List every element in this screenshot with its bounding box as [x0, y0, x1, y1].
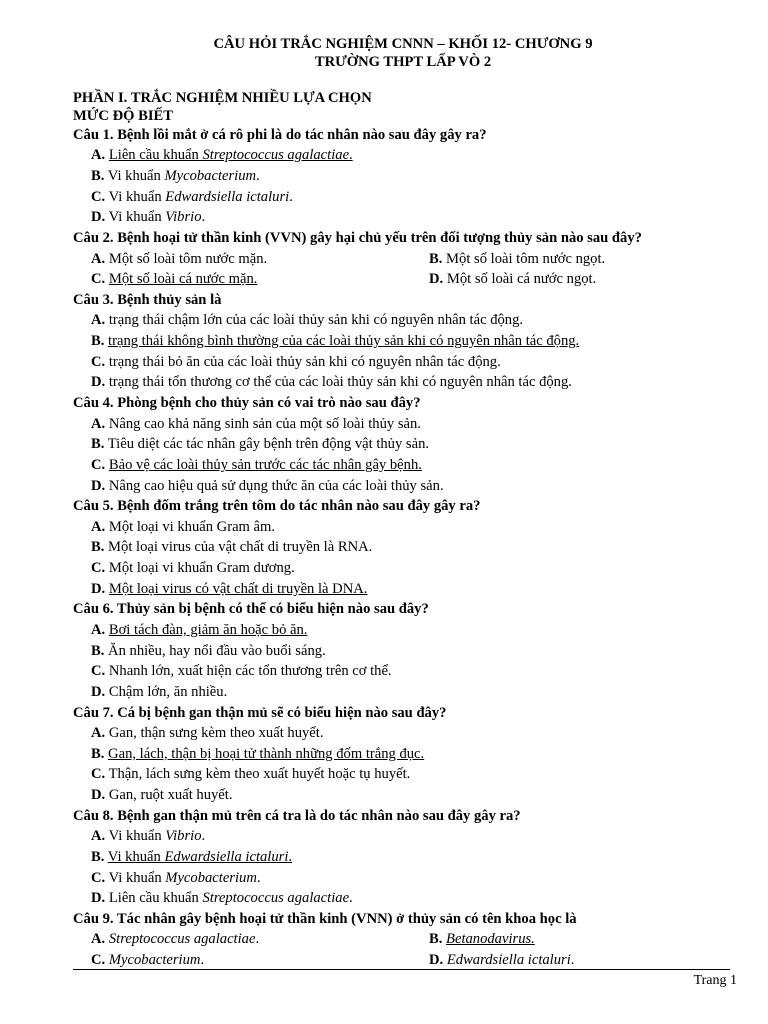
q1-option-d: D. Vi khuẩn Vibrio.	[91, 209, 206, 226]
q4-option-c: C. Bảo vệ các loài thủy sản trước các tác nhân gây bệnh.	[91, 456, 422, 473]
q7-option-c: C. Thận, lách sưng kèm theo xuất huyết hoặc tụ huyết.	[91, 766, 411, 783]
q5-option-c: C. Một loại vi khuẩn Gram dương.	[91, 560, 295, 577]
q6-option-a: A. Bơi tách đàn, giảm ăn hoặc bỏ ăn.	[91, 621, 308, 638]
q5-option-d: D. Một loại virus có vật chất di truyền là DNA.	[91, 580, 368, 597]
page-number: Trang 1	[693, 973, 737, 988]
q5-option-a: A. Một loại vi khuẩn Gram âm.	[91, 518, 276, 535]
q9-options-ab: A. Streptococcus agalactiae. B. Betanodavirus.	[91, 931, 535, 948]
q4-option-b: B. Tiêu diệt các tác nhân gây bệnh trên động vật thủy sản.	[91, 436, 430, 453]
q2-options-cd: C. Một số loài cá nước mặn. D. Một số loài cá nước ngọt.	[91, 271, 597, 288]
question-3: Câu 3. Bệnh thủy sản là	[73, 291, 222, 308]
q8-option-a: A. Vi khuẩn Vibrio.	[91, 828, 206, 845]
q1-option-c: C. Vi khuẩn Edwardsiella ictaluri.	[91, 188, 293, 205]
q1-option-a: A. Liên cầu khuẩn Streptococcus agalactiae.	[91, 147, 353, 164]
question-body	[73, 90, 738, 971]
question-1: Câu 1. Bệnh lồi mắt ở cá rô phi là do tác nhân nào sau đây gây ra?	[73, 127, 487, 143]
q8-option-d: D. Liên cầu khuẩn Streptococcus agalactiae.	[91, 890, 353, 907]
footer-divider	[73, 969, 730, 970]
level-heading: MỨC ĐỘ BIẾT	[73, 107, 173, 124]
question-7: Câu 7. Cá bị bệnh gan thận mủ sẽ có biểu hiện nào sau đây?	[73, 704, 447, 721]
q7-option-d: D. Gan, ruột xuất huyết.	[91, 787, 233, 804]
q6-option-c: C. Nhanh lớn, xuất hiện các tổn thương trên cơ thể.	[91, 663, 392, 680]
question-9: Câu 9. Tác nhân gây bệnh hoại tử thần kinh (VNN) ở thủy sản có tên khoa học là	[73, 910, 577, 927]
q2-options-ab: A. Một số loài tôm nước mặn. B. Một số loài tôm nước ngọt.	[91, 250, 606, 267]
q8-option-c: C. Vi khuẩn Mycobacterium.	[91, 869, 261, 886]
q1-option-b: B. Vi khuẩn Mycobacterium.	[91, 168, 260, 185]
q6-option-b: B. Ăn nhiều, hay nổi đầu vào buổi sáng.	[91, 642, 326, 659]
q4-option-a: A. Nâng cao khả năng sinh sản của một số loài thủy sản.	[91, 415, 421, 432]
q3-option-b: B. trạng thái không bình thường của các loài thủy sản khi có nguyên nhân tác động.	[91, 333, 580, 350]
q4-option-d: D. Nâng cao hiệu quả sử dụng thức ăn của các loài thủy sản.	[91, 477, 444, 494]
q5-option-b: B. Một loại virus của vật chất di truyền là RNA.	[91, 539, 373, 556]
school-name: TRƯỜNG THPT LẤP VÒ 2	[314, 54, 492, 70]
q6-option-d: D. Chậm lớn, ăn nhiều.	[91, 683, 228, 700]
doc-title: CÂU HỎI TRẮC NGHIỆM CNNN – KHỐI 12- CHƯƠNG 9	[213, 36, 593, 52]
q7-option-b: B. Gan, lách, thận bị hoại tử thành những đốm trắng đục.	[91, 745, 425, 762]
section-heading: PHẦN I. TRẮC NGHIỆM NHIỀU LỰA CHỌN	[73, 90, 372, 106]
q9-options-cd: C. Mycobacterium. D. Edwardsiella ictaluri.	[91, 951, 575, 968]
q3-option-a: A. trạng thái chậm lớn của các loài thủy sản khi có nguyên nhân tác động.	[91, 312, 524, 329]
question-2: Câu 2. Bệnh hoại tử thần kinh (VVN) gây hại chủ yếu trên đối tượng thủy sản nào sau đây?	[73, 230, 642, 247]
question-6: Câu 6. Thủy sản bị bệnh có thể có biểu hiện nào sau đây?	[73, 601, 429, 618]
q3-option-d: D. trạng thái tổn thương cơ thể của các loài thủy sản khi có nguyên nhân tác động.	[91, 374, 572, 391]
q3-option-c: C. trạng thái bỏ ăn của các loài thủy sản khi có nguyên nhân tác động.	[91, 353, 501, 370]
question-8: Câu 8. Bệnh gan thận mủ trên cá tra là do tác nhân nào sau đây gây ra?	[73, 807, 521, 824]
question-5: Câu 5. Bệnh đốm trắng trên tôm do tác nhân nào sau đây gây ra?	[73, 498, 481, 515]
question-4: Câu 4. Phòng bệnh cho thủy sản có vai trò nào sau đây?	[73, 395, 421, 412]
q8-option-b: B. Vi khuẩn Edwardsiella ictaluri.	[91, 848, 293, 865]
q7-option-a: A. Gan, thận sưng kèm theo xuất huyết.	[91, 724, 324, 741]
